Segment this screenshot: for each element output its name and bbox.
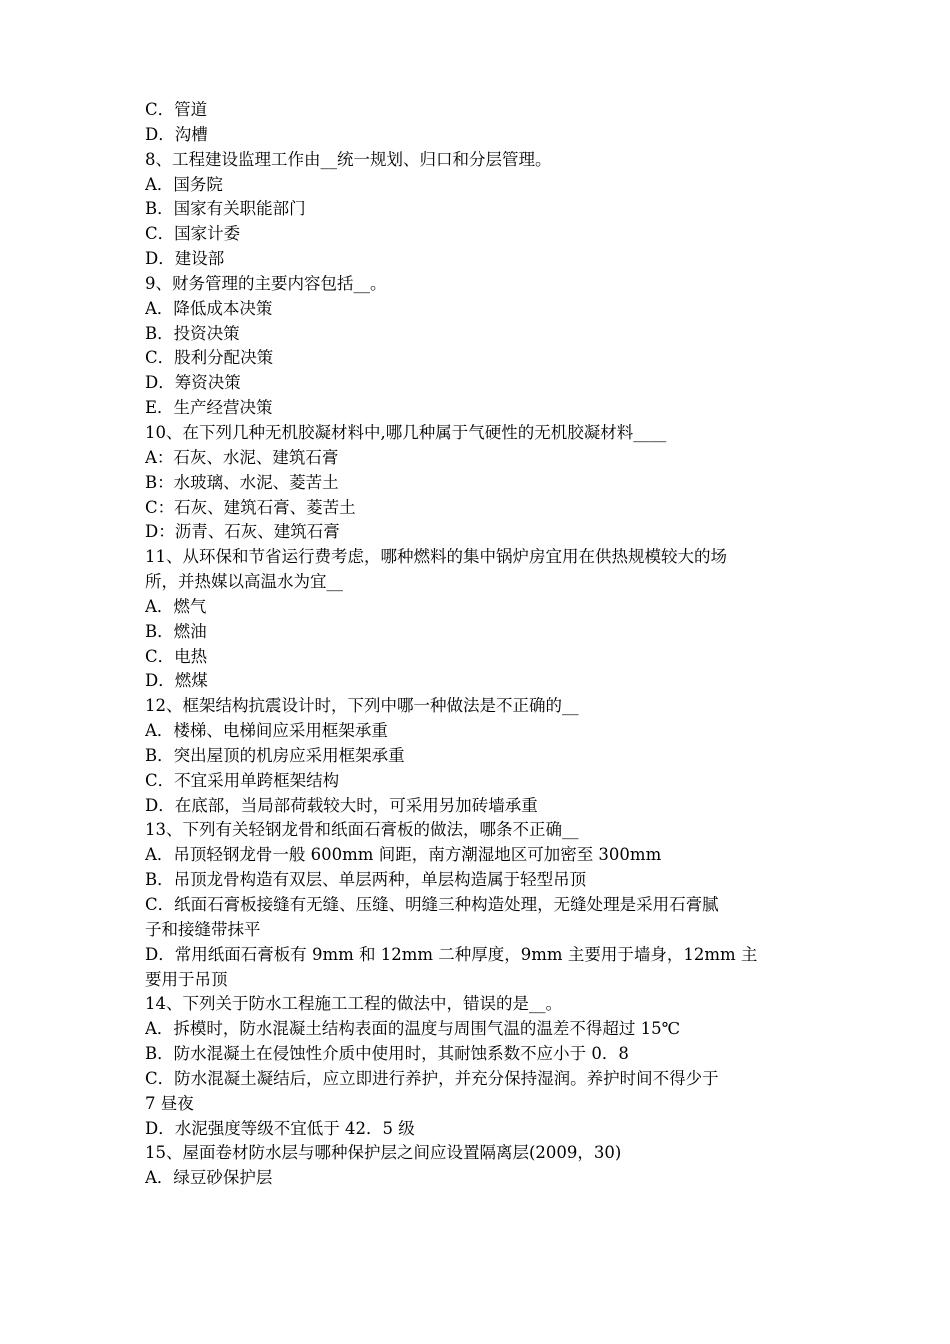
option-line: C．管道	[145, 100, 208, 119]
question-line-continued: 所，并热媒以高温水为宜__	[145, 572, 343, 592]
option-line: A．燃气	[145, 596, 207, 616]
option-line: A：石灰、水泥、建筑石膏	[145, 447, 339, 467]
option-line: C．国家计委	[145, 224, 241, 244]
question-line: 15、屋面卷材防水层与哪种保护层之间应设置隔离层(2009，30)	[145, 1143, 622, 1163]
option-line: B．防水混凝土在侵蚀性介质中使用时，其耐蚀系数不应小于 0．8	[145, 1044, 629, 1064]
option-line-continued: 子和接缝带抹平	[145, 919, 261, 939]
option-line: B．国家有关职能部门	[145, 199, 306, 219]
option-line: B．突出屋顶的机房应采用框架承重	[145, 745, 405, 765]
option-line: D．燃煤	[145, 671, 208, 691]
option-line: A．楼梯、电梯间应采用框架承重	[145, 721, 388, 741]
option-line: C．股利分配决策	[145, 348, 274, 368]
question-line: 14、下列关于防水工程施工工程的做法中，错误的是__。	[145, 994, 562, 1014]
option-line: B：水玻璃、水泥、菱苦土	[145, 472, 339, 492]
question-line: 12、框架结构抗震设计时，下列中哪一种做法是不正确的__	[145, 696, 579, 716]
option-line: D．在底部，当局部荷载较大时，可采用另加砖墙承重	[145, 795, 538, 815]
option-line: C．电热	[145, 646, 208, 666]
option-line: E．生产经营决策	[145, 398, 273, 418]
option-line: D：沥青、石灰、建筑石膏	[145, 522, 340, 542]
option-line-continued: 7 昼夜	[145, 1093, 194, 1113]
option-line: B．吊顶龙骨构造有双层、单层两种，单层构造属于轻型吊顶	[145, 870, 587, 890]
question-line: 11、从环保和节省运行费考虑，哪种燃料的集中锅炉房宜用在供热规模较大的场	[145, 547, 727, 567]
option-line: A．吊顶轻钢龙骨一般 600mm 间距，南方潮湿地区可加密至 300mm	[145, 845, 662, 865]
option-line: B．燃油	[145, 621, 207, 641]
document-page	[145, 98, 813, 1191]
option-line: D．建设部	[145, 249, 225, 269]
option-line-continued: 要用于吊顶	[145, 969, 228, 989]
option-line: D．筹资决策	[145, 373, 241, 393]
question-line: 9、财务管理的主要内容包括__。	[145, 273, 387, 293]
option-line: C．纸面石膏板接缝有无缝、压缝、明缝三种构造处理，无缝处理是采用石膏腻	[145, 895, 719, 914]
question-line: 10、在下列几种无机胶凝材料中,哪几种属于气硬性的无机胶凝材料____	[145, 422, 667, 442]
option-line: D．水泥强度等级不宜低于 42．5 级	[145, 1118, 415, 1138]
option-line: C：石灰、建筑石膏、菱苦土	[145, 497, 356, 517]
option-line: C．不宜采用单跨框架结构	[145, 770, 340, 790]
option-line: A．降低成本决策	[145, 298, 273, 318]
question-line: 13、下列有关轻钢龙骨和纸面石膏板的做法，哪条不正确__	[145, 820, 579, 840]
question-line: 8、工程建设监理工作由__统一规划、归口和分层管理。	[145, 149, 552, 169]
option-line: A．拆模时，防水混凝土结构表面的温度与周围气温的温差不得超过 15℃	[145, 1019, 681, 1039]
option-line: D．常用纸面石膏板有 9mm 和 12mm 二种厚度，9mm 主要用于墙身，12mm 主	[145, 944, 758, 964]
option-line: A．国务院	[145, 174, 223, 194]
option-line: D．沟槽	[145, 124, 208, 144]
option-line: A．绿豆砂保护层	[145, 1168, 273, 1188]
option-line: C．防水混凝土凝结后，应立即进行养护，并充分保持湿润。养护时间不得少于	[145, 1068, 719, 1088]
option-line: B．投资决策	[145, 323, 240, 343]
